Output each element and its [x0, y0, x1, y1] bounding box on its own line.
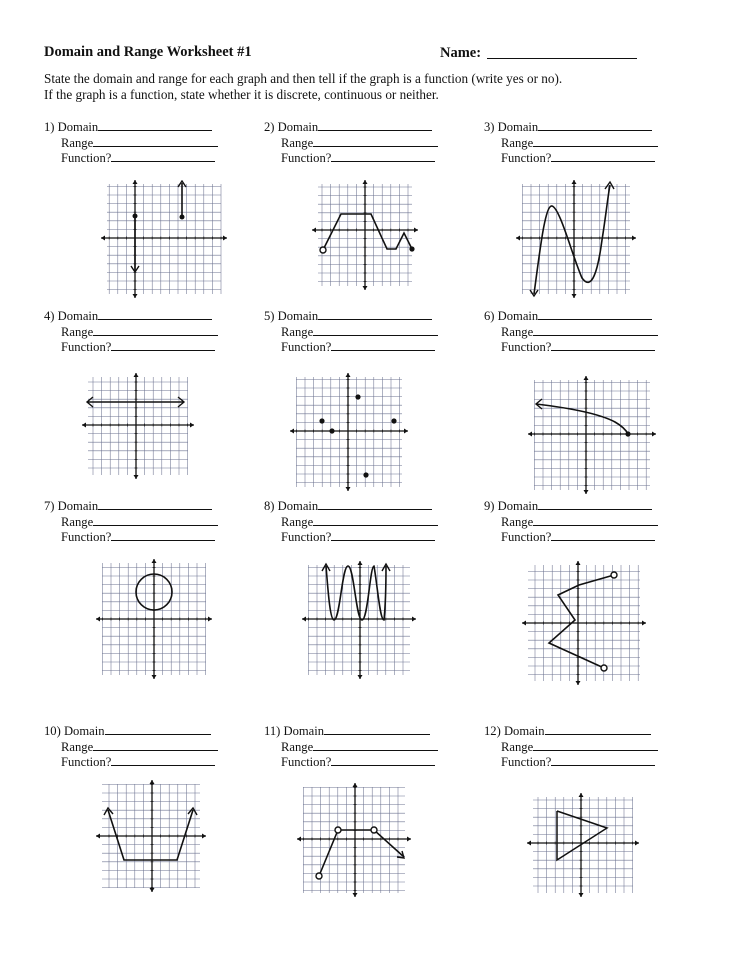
- instructions-line-1: State the domain and range for each graph and then tell if the graph is a function (write yes or no).: [44, 71, 563, 86]
- graph-11: [297, 783, 411, 897]
- range-label: Range: [281, 514, 314, 529]
- range-answer-line[interactable]: [533, 324, 658, 336]
- function-answer-line[interactable]: [551, 529, 655, 541]
- range-label: Range: [61, 739, 94, 754]
- range-answer-line[interactable]: [533, 135, 658, 147]
- graph-2: [312, 180, 418, 290]
- range-answer-line[interactable]: [313, 324, 438, 336]
- problem-number: 1): [44, 120, 55, 134]
- graph-7: [96, 559, 212, 679]
- range-answer-line[interactable]: [313, 135, 438, 147]
- name-label-text: Name:: [440, 45, 482, 61]
- domain-answer-line[interactable]: [538, 119, 652, 131]
- domain-answer-line[interactable]: [538, 308, 652, 320]
- range-label: Range: [281, 135, 314, 150]
- problem-6: [484, 308, 684, 355]
- problem-11: [264, 723, 464, 770]
- graph-4: [82, 373, 194, 479]
- function-answer-line[interactable]: [111, 529, 215, 541]
- problem-number: 4): [44, 309, 55, 323]
- problem-5: [264, 308, 464, 355]
- function-answer-line[interactable]: [111, 754, 215, 766]
- problem-9: [484, 498, 684, 545]
- problem-8: [264, 498, 464, 545]
- function-label: Function?: [61, 530, 112, 544]
- problem-number: 10): [44, 724, 61, 738]
- function-label: Function?: [61, 151, 112, 165]
- range-answer-line[interactable]: [533, 514, 658, 526]
- problem-number: 8): [264, 499, 275, 513]
- function-answer-line[interactable]: [551, 754, 655, 766]
- domain-answer-line[interactable]: [98, 308, 212, 320]
- problem-7: [44, 498, 244, 545]
- domain-answer-line[interactable]: [318, 119, 432, 131]
- graph-10: [96, 780, 206, 892]
- range-answer-line[interactable]: [93, 739, 218, 751]
- function-label: Function?: [61, 755, 112, 769]
- range-answer-line[interactable]: [313, 514, 438, 526]
- function-label: Function?: [281, 755, 332, 769]
- function-answer-line[interactable]: [331, 529, 435, 541]
- function-answer-line[interactable]: [111, 339, 215, 351]
- problem-4: [44, 308, 244, 355]
- range-label: Range: [501, 324, 534, 339]
- domain-label: Domain: [497, 499, 539, 513]
- function-answer-line[interactable]: [331, 339, 435, 351]
- function-label: Function?: [501, 530, 552, 544]
- function-answer-line[interactable]: [331, 754, 435, 766]
- name-field-label: [440, 44, 637, 62]
- domain-answer-line[interactable]: [98, 498, 212, 510]
- problem-2: [264, 119, 464, 166]
- range-answer-line[interactable]: [93, 135, 218, 147]
- domain-label: Domain: [63, 724, 105, 738]
- range-label: Range: [281, 324, 314, 339]
- range-label: Range: [61, 514, 94, 529]
- domain-answer-line[interactable]: [318, 498, 432, 510]
- problem-3: [484, 119, 684, 166]
- problem-number: 11): [264, 724, 281, 738]
- graph-5: [290, 373, 408, 491]
- domain-label: Domain: [277, 309, 319, 323]
- graph-6: [528, 376, 656, 494]
- domain-label: Domain: [277, 499, 319, 513]
- instructions-line-2: If the graph is a function, state whether it is discrete, continuous or neither.: [44, 87, 439, 102]
- domain-answer-line[interactable]: [538, 498, 652, 510]
- graph-1: [101, 180, 227, 298]
- domain-answer-line[interactable]: [324, 723, 430, 735]
- function-label: Function?: [281, 151, 332, 165]
- range-answer-line[interactable]: [533, 739, 658, 751]
- name-blank-line[interactable]: [487, 44, 637, 59]
- graph-8: [302, 561, 416, 679]
- graph-12: [527, 793, 639, 897]
- range-label: Range: [61, 135, 94, 150]
- function-label: Function?: [281, 530, 332, 544]
- range-label: Range: [281, 739, 314, 754]
- domain-label: Domain: [57, 120, 99, 134]
- problem-number: 5): [264, 309, 275, 323]
- problem-number: 2): [264, 120, 275, 134]
- domain-answer-line[interactable]: [318, 308, 432, 320]
- function-label: Function?: [501, 755, 552, 769]
- function-label: Function?: [501, 340, 552, 354]
- problem-number: 12): [484, 724, 501, 738]
- range-label: Range: [501, 739, 534, 754]
- domain-label: Domain: [283, 724, 325, 738]
- problem-10: [44, 723, 244, 770]
- instructions: [44, 71, 724, 103]
- function-label: Function?: [61, 340, 112, 354]
- domain-label: Domain: [497, 309, 539, 323]
- function-answer-line[interactable]: [551, 339, 655, 351]
- problem-number: 3): [484, 120, 495, 134]
- function-answer-line[interactable]: [111, 150, 215, 162]
- domain-label: Domain: [503, 724, 545, 738]
- problem-number: 9): [484, 499, 495, 513]
- problem-number: 6): [484, 309, 495, 323]
- domain-label: Domain: [57, 499, 99, 513]
- problem-number: 7): [44, 499, 55, 513]
- function-answer-line[interactable]: [551, 150, 655, 162]
- problem-1: [44, 119, 244, 166]
- function-label: Function?: [281, 340, 332, 354]
- domain-answer-line[interactable]: [98, 119, 212, 131]
- domain-label: Domain: [57, 309, 99, 323]
- function-answer-line[interactable]: [331, 150, 435, 162]
- graph-9: [522, 561, 646, 685]
- range-answer-line[interactable]: [93, 514, 218, 526]
- range-answer-line[interactable]: [93, 324, 218, 336]
- problem-12: [484, 723, 684, 770]
- function-label: Function?: [501, 151, 552, 165]
- domain-answer-line[interactable]: [105, 723, 211, 735]
- range-label: Range: [501, 514, 534, 529]
- worksheet-title: Domain and Range Worksheet #1: [44, 44, 252, 60]
- domain-label: Domain: [277, 120, 319, 134]
- range-label: Range: [61, 324, 94, 339]
- domain-answer-line[interactable]: [545, 723, 651, 735]
- domain-label: Domain: [497, 120, 539, 134]
- range-answer-line[interactable]: [313, 739, 438, 751]
- range-label: Range: [501, 135, 534, 150]
- graph-3: [516, 180, 636, 298]
